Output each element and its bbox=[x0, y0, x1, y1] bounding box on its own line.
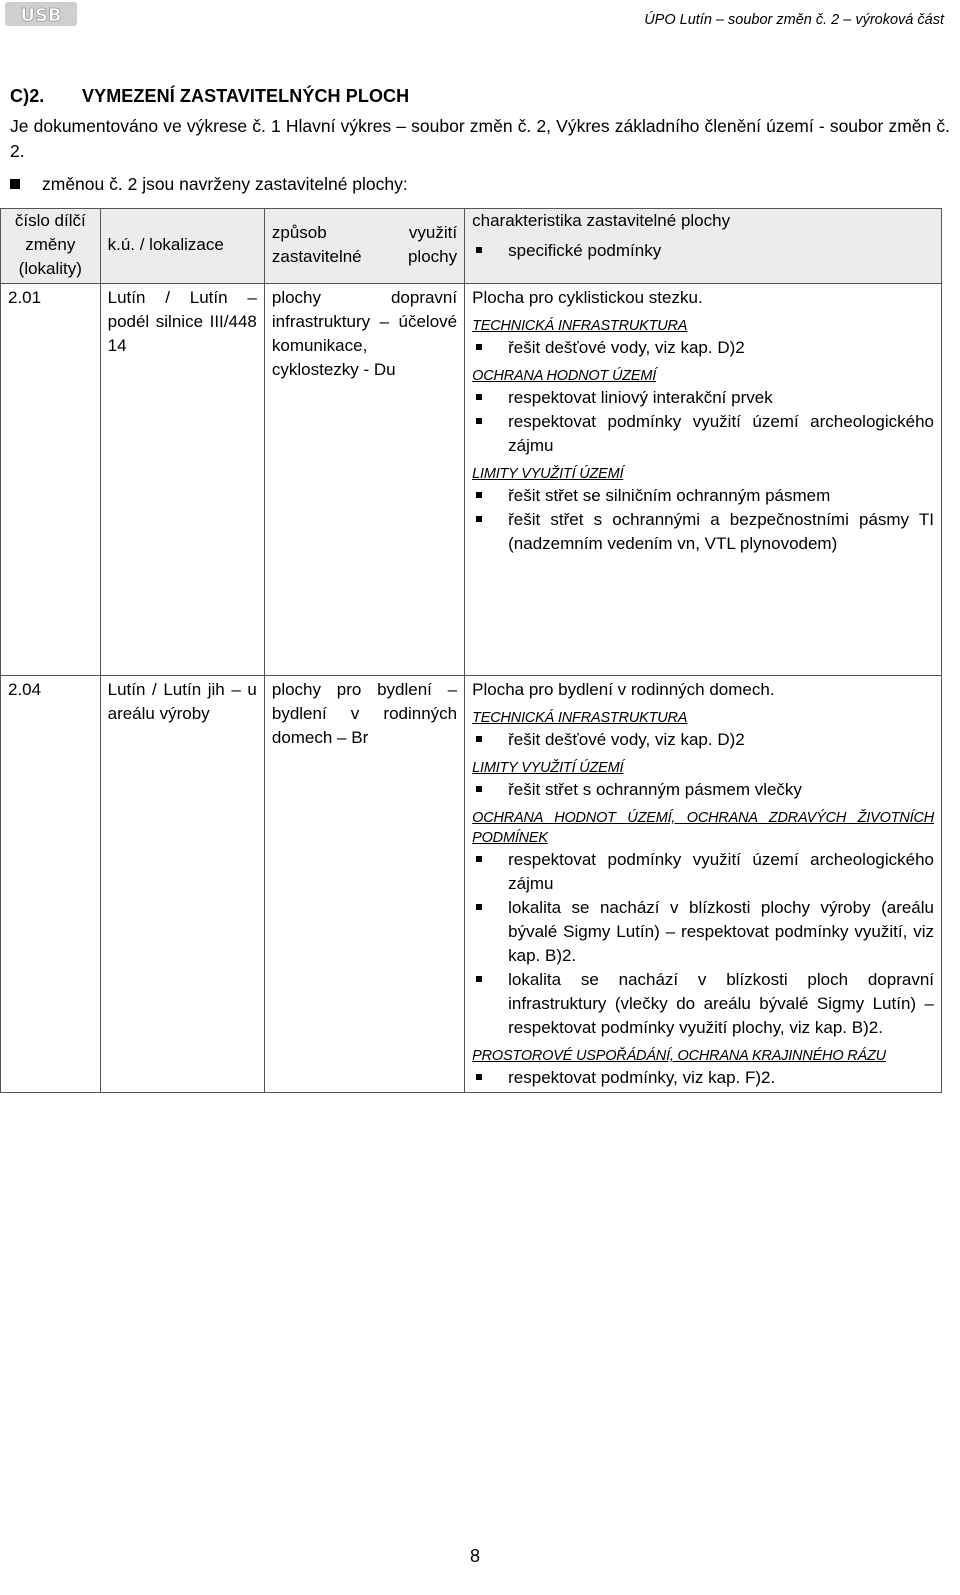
list-item: respektovat liniový interakční prvek bbox=[472, 386, 934, 410]
square-bullet-icon bbox=[10, 179, 20, 189]
header-characteristics bbox=[465, 209, 942, 284]
list-item: respektovat podmínky využití území archeologického zájmu bbox=[472, 848, 934, 896]
list-item: řešit střet s ochranným pásmem vlečky bbox=[472, 778, 934, 802]
table-row bbox=[1, 284, 942, 676]
intro-bullet-text: změnou č. 2 jsou navrženy zastavitelné plochy: bbox=[42, 174, 408, 194]
svg-text:USB: USB bbox=[20, 5, 62, 26]
category-heading: LIMITY VYUŽITÍ ÚZEMÍ bbox=[472, 760, 624, 776]
row-location: Lutín / Lutín – podél silnice III/448 14 bbox=[100, 284, 264, 676]
category-heading: OCHRANA HODNOT ÚZEMÍ bbox=[472, 368, 657, 384]
intro-bullet bbox=[10, 174, 408, 195]
list-item: respektovat podmínky využití území archeologického zájmu bbox=[472, 410, 934, 458]
section-number: C)2. bbox=[10, 86, 45, 106]
row-id: 2.04 bbox=[1, 676, 101, 1093]
header-use: způsob využití zastavitelné plochy bbox=[264, 209, 464, 284]
list-item: řešit dešťové vody, viz kap. D)2 bbox=[472, 728, 934, 752]
running-header: ÚPO Lutín – soubor změn č. 2 – výroková část bbox=[644, 12, 944, 28]
row-summary: Plocha pro bydlení v rodinných domech. bbox=[472, 680, 775, 699]
list-item: řešit střet s ochrannými a bezpečnostními pásmy TI (nadzemním vedením vn, VTL plynovodem) bbox=[472, 508, 934, 556]
header-location: k.ú. / lokalizace bbox=[100, 209, 264, 284]
category-heading: TECHNICKÁ INFRASTRUKTURA bbox=[472, 710, 688, 726]
header-change-number: číslo dílčí změny (lokality) bbox=[1, 209, 101, 284]
areas-table bbox=[0, 208, 942, 1093]
list-item: řešit dešťové vody, viz kap. D)2 bbox=[472, 336, 934, 360]
table-row bbox=[1, 676, 942, 1093]
header-specific-conditions: specifické podmínky bbox=[472, 239, 934, 263]
list-item: respektovat podmínky, viz kap. F)2. bbox=[472, 1066, 934, 1090]
row-use: plochy dopravní infrastruktury – účelové komunikace, cyklostezky - Du bbox=[264, 284, 464, 676]
row-id: 2.01 bbox=[1, 284, 101, 676]
row-summary: Plocha pro cyklistickou stezku. bbox=[472, 288, 703, 307]
section-title: VYMEZENÍ ZASTAVITELNÝCH PLOCH bbox=[82, 86, 410, 106]
row-characteristics bbox=[465, 676, 942, 1093]
section-heading bbox=[10, 86, 409, 107]
header-characteristics-title: charakteristika zastavitelné plochy bbox=[472, 211, 731, 230]
list-item: lokalita se nachází v blízkosti plochy výroby (areálu bývalé Sigmy Lutín) – respektovat podmínky využití, viz kap. B)2. bbox=[472, 896, 934, 968]
row-location: Lutín / Lutín jih – u areálu výroby bbox=[100, 676, 264, 1093]
table-header-row bbox=[1, 209, 942, 284]
row-use: plochy pro bydlení – bydlení v rodinných domech – Br bbox=[264, 676, 464, 1093]
row-characteristics bbox=[465, 284, 942, 676]
page-number: 8 bbox=[469, 1546, 480, 1566]
category-heading: LIMITY VYUŽITÍ ÚZEMÍ bbox=[472, 466, 624, 482]
category-heading: PROSTOROVÉ USPOŘÁDÁNÍ, OCHRANA KRAJINNÉHO RÁZU bbox=[472, 1048, 886, 1064]
category-heading: TECHNICKÁ INFRASTRUKTURA bbox=[472, 318, 688, 334]
list-item: řešit střet se silničním ochranným pásmem bbox=[472, 484, 934, 508]
usb-logo-icon bbox=[4, 0, 78, 28]
category-heading: OCHRANA HODNOT ÚZEMÍ, OCHRANA ZDRAVÝCH ŽIVOTNÍCH PODMÍNEK bbox=[472, 810, 934, 846]
list-item: lokalita se nachází v blízkosti ploch dopravní infrastruktury (vlečky do areálu bývalé Sigmy Lutín) – respektovat podmínky využití plochy, viz kap. B)2. bbox=[472, 968, 934, 1040]
intro-paragraph: Je dokumentováno ve výkrese č. 1 Hlavní výkres – soubor změn č. 2, Výkres základního členění území - soubor změn č. 2. bbox=[10, 116, 950, 161]
